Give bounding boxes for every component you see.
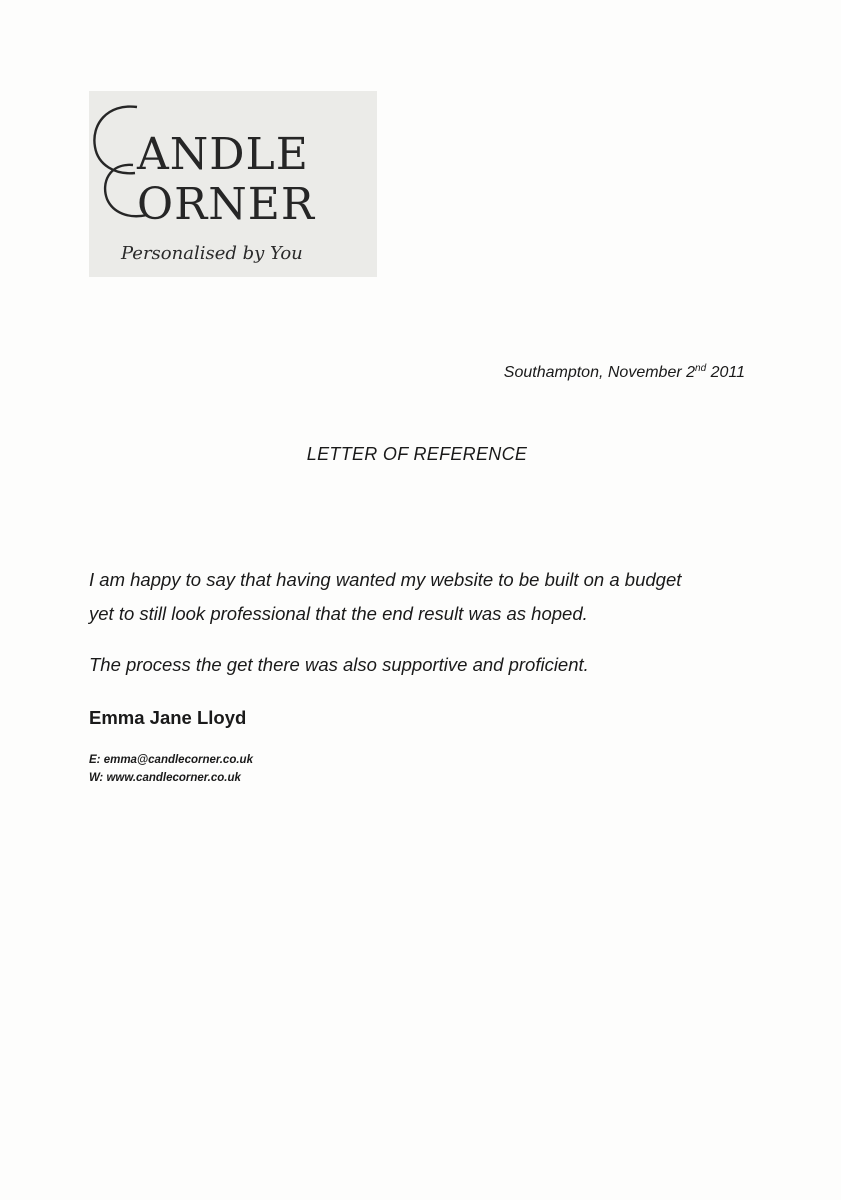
reference-paragraph-2: The process the get there was also supportive and proficient. [89, 654, 589, 675]
contact-details [89, 751, 253, 787]
svg-text:ANDLE: ANDLE [137, 129, 309, 180]
reference-paragraph-1 [89, 563, 759, 631]
paragraph-1-line-1: I am happy to say that having wanted my website to be built on a budget [89, 569, 682, 590]
candle-corner-logo [89, 91, 377, 277]
date-year: 2011 [706, 364, 745, 381]
letter-title: LETTER OF REFERENCE [306, 444, 528, 464]
date-text: Southampton, November 2 [503, 364, 696, 381]
signer-name: Emma Jane Lloyd [89, 707, 247, 728]
date-ordinal: nd [695, 363, 707, 374]
paragraph-1-line-2: yet to still look professional that the end result was as hoped. [89, 603, 588, 624]
logo-graphic [89, 91, 377, 277]
website-line: W: www.candlecorner.co.uk [89, 772, 241, 784]
email-line: E: emma@candlecorner.co.uk [89, 754, 253, 766]
letter-date [504, 364, 745, 382]
svg-text:ORNER: ORNER [137, 179, 315, 230]
svg-text:Personalised by You: Personalised by You [121, 243, 303, 264]
